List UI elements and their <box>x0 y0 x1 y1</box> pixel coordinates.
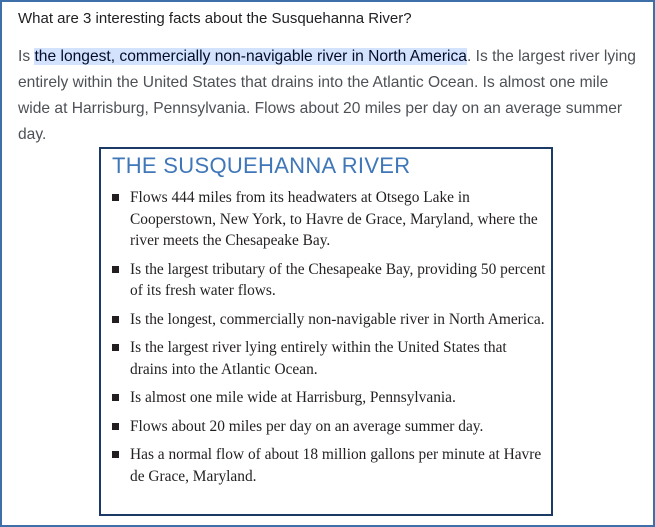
square-bullet-icon <box>112 344 119 351</box>
fact-text: Flows about 20 miles per day on an average summer day. <box>130 417 484 435</box>
square-bullet-icon <box>112 451 119 458</box>
square-bullet-icon <box>112 266 119 273</box>
square-bullet-icon <box>112 394 119 401</box>
facts-list <box>111 187 547 494</box>
facts-card-image[interactable] <box>99 147 553 516</box>
fact-text: Is the largest river lying entirely within the United States that drains into the Atlantic Ocean. <box>130 339 507 378</box>
fact-text: Is the largest tributary of the Chesapeake Bay, providing 50 percent of its fresh water flows. <box>130 260 546 299</box>
square-bullet-icon <box>112 316 119 323</box>
fact-item <box>111 337 547 380</box>
square-bullet-icon <box>112 423 119 430</box>
fact-text: Is the longest, commercially non-navigable river in North America. <box>130 310 545 328</box>
fact-item <box>111 416 547 438</box>
fact-item <box>111 444 547 487</box>
fact-text: Flows 444 miles from its headwaters at Otsego Lake in Cooperstown, New York, to Havre de Grace, Maryland, where the river meets the Chesapeake Bay. <box>130 189 538 249</box>
card-title: THE SUSQUEHANNA RIVER <box>112 153 411 178</box>
square-bullet-icon <box>112 194 119 201</box>
search-question: What are 3 interesting facts about the Susquehanna River? <box>18 10 412 27</box>
fact-text: Has a normal flow of about 18 million gallons per minute at Havre de Grace, Maryland. <box>130 446 542 485</box>
answer-snippet <box>18 44 643 148</box>
answer-suffix: . Is the largest river lying entirely within the United States that drains into the Atlantic Ocean. Is almost one mile wide at Harrisburg, Pennsylvania. Flows about 20 miles per day on an average summer day. <box>18 48 636 143</box>
fact-item <box>111 259 547 302</box>
fact-item <box>111 187 547 252</box>
fact-item <box>111 387 547 409</box>
fact-text: Is almost one mile wide at Harrisburg, Pennsylvania. <box>130 389 456 406</box>
answer-highlight[interactable]: the longest, commercially non-navigable river in North America <box>34 48 467 65</box>
fact-item <box>111 309 547 331</box>
answer-prefix: Is <box>18 48 35 65</box>
